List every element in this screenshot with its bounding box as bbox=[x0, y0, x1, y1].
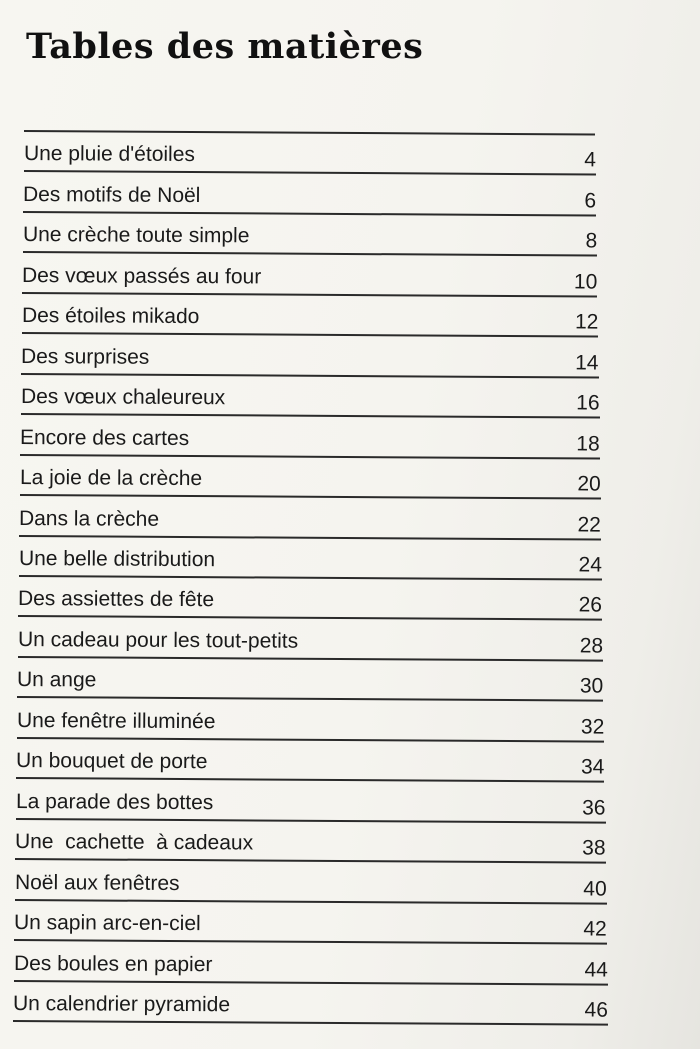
toc-entry-page-number: 12 bbox=[574, 310, 598, 334]
toc-entry bbox=[22, 252, 598, 296]
toc-entry-title: Une fenêtre illuminée bbox=[16, 708, 215, 734]
toc-entry bbox=[17, 656, 603, 700]
toc-entry-title: Une crèche toute simple bbox=[22, 223, 249, 248]
toc-entry-page-number: 14 bbox=[575, 351, 599, 375]
toc-entry bbox=[13, 940, 607, 984]
toc-entry-title: Des surprises bbox=[20, 344, 150, 369]
toc-entry-page-number: 8 bbox=[584, 229, 597, 253]
toc-entry-title: Un bouquet de porte bbox=[15, 749, 208, 774]
toc-entry bbox=[20, 414, 600, 458]
toc-entry bbox=[15, 818, 606, 862]
page-title: Tables des matières bbox=[26, 26, 424, 67]
toc-entry-page-number: 32 bbox=[580, 715, 604, 739]
toc-entry-title: Des étoiles mikado bbox=[21, 304, 199, 329]
toc-entry-title: Un sapin arc-en-ciel bbox=[13, 911, 201, 936]
toc-entry-title: Encore des cartes bbox=[19, 425, 190, 450]
toc-entry bbox=[18, 575, 602, 619]
toc-entry-page-number: 6 bbox=[584, 189, 597, 213]
toc-entry bbox=[19, 495, 601, 539]
toc-entry-title: Une cachette à cadeaux bbox=[14, 830, 254, 855]
toc-entry-title: Un cadeau pour les tout-petits bbox=[17, 627, 298, 653]
toc-entry-title: Des assiettes de fête bbox=[17, 587, 215, 612]
toc-entry bbox=[14, 859, 606, 903]
toc-entry-page-number: 4 bbox=[583, 148, 596, 172]
toc-entry-title: Noël aux fenêtres bbox=[14, 870, 180, 895]
toc-entry-title: Une pluie d'étoiles bbox=[23, 142, 195, 167]
toc-entry bbox=[13, 980, 608, 1024]
toc-entry-page-number: 44 bbox=[583, 958, 608, 982]
toc-entry-title: La parade des bottes bbox=[15, 789, 213, 814]
toc-entry bbox=[21, 292, 598, 336]
toc-entry-title: Un ange bbox=[16, 668, 97, 692]
toc-entry-page-number: 42 bbox=[583, 917, 607, 941]
toc-entry-title: Dans la crèche bbox=[18, 506, 160, 531]
toc-entry-page-number: 24 bbox=[578, 553, 602, 577]
toc-entry bbox=[20, 373, 599, 417]
toc-entry bbox=[23, 171, 596, 215]
toc-entry bbox=[23, 130, 595, 173]
toc-entry-page-number: 26 bbox=[578, 593, 603, 618]
toc-entry-title: La joie de la crèche bbox=[19, 466, 202, 491]
toc-entry-title: Des motifs de Noël bbox=[22, 182, 201, 207]
toc-entry bbox=[18, 535, 601, 579]
toc-entry bbox=[17, 616, 602, 660]
toc-entry-page-number: 10 bbox=[573, 270, 598, 294]
toc-entry-page-number: 38 bbox=[582, 836, 606, 860]
toc-entry bbox=[16, 697, 604, 741]
toc-entry-page-number: 46 bbox=[584, 998, 609, 1022]
toc-entry-page-number: 22 bbox=[577, 512, 601, 537]
toc-entry-page-number: 16 bbox=[575, 391, 600, 415]
toc-entry-page-number: 30 bbox=[579, 674, 604, 698]
toc-entry-page-number: 40 bbox=[582, 877, 607, 901]
toc-entry bbox=[22, 211, 596, 255]
toc-entry bbox=[14, 899, 607, 943]
toc-entry-page-number: 36 bbox=[581, 796, 606, 820]
toc-entry-title: Des vœux passés au four bbox=[21, 263, 262, 289]
toc-entry-title: Des boules en papier bbox=[13, 951, 213, 976]
toc-entry-title: Une belle distribution bbox=[18, 547, 215, 572]
toc-entry-title: Un calendrier pyramide bbox=[12, 992, 231, 1017]
toc-entry bbox=[16, 737, 605, 781]
toc-entry-title: Des vœux chaleureux bbox=[20, 385, 225, 410]
toc-entry bbox=[19, 454, 600, 498]
toc-entry-page-number: 18 bbox=[576, 432, 600, 456]
toc-entry-page-number: 34 bbox=[580, 755, 605, 779]
toc-entry-page-number: 28 bbox=[579, 634, 603, 658]
toc-entry bbox=[21, 333, 599, 377]
toc-entry-page-number: 20 bbox=[576, 472, 601, 496]
toc-entry bbox=[15, 778, 605, 822]
